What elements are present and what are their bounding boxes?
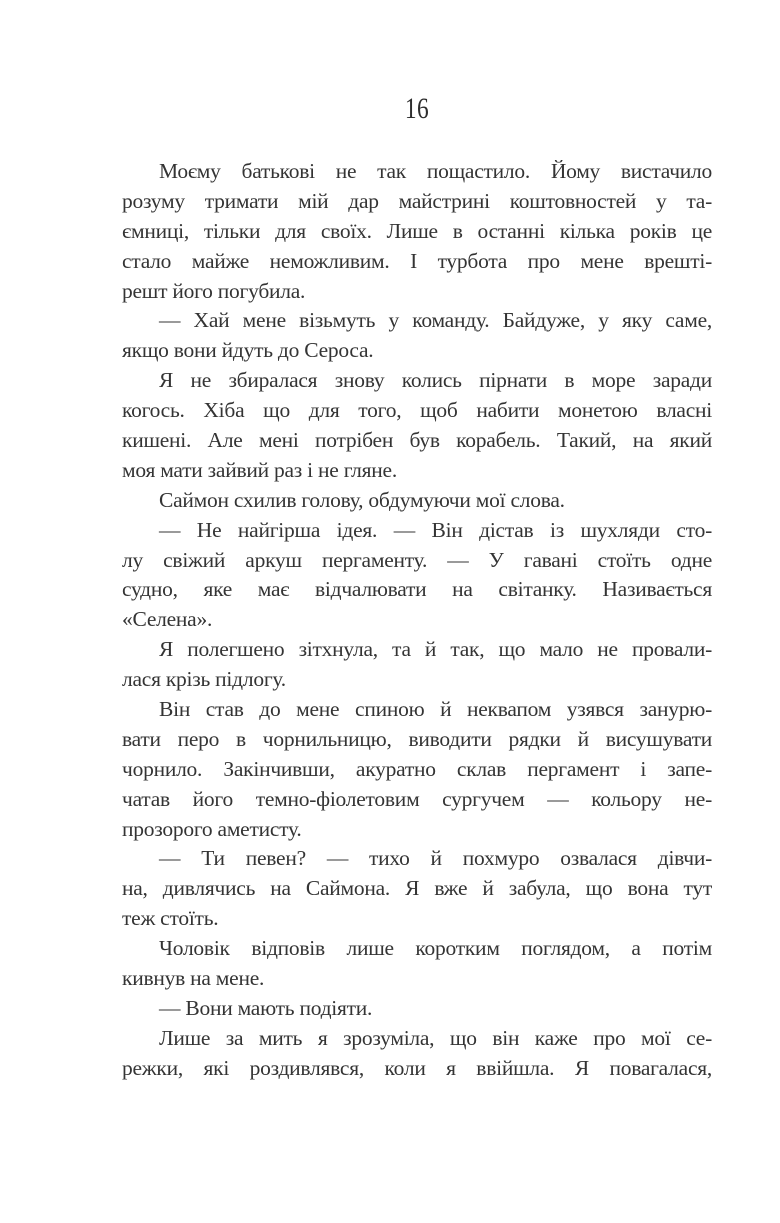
text-line: якщо вони йдуть до Сероса.: [122, 338, 374, 363]
text-line: режки, які роздивлявся, коли я ввійшла. Я повагалася,: [122, 1055, 712, 1080]
text-line: Чоловік відповів лише коротким поглядом, а потім: [159, 936, 712, 961]
text-line: кишені. Але мені потрібен був корабель. Такий, на який: [122, 428, 712, 453]
page-number: 16: [404, 92, 430, 125]
text-line: судно, яке має відчалювати на світанку. Називається: [122, 577, 712, 602]
text-line: когось. Хіба що для того, щоб набити монетою власні: [122, 398, 712, 423]
text-line: кивнув на мене.: [122, 966, 265, 991]
text-line: Моєму батькові не так пощастило. Йому вистачило: [159, 159, 712, 183]
text-line: розуму тримати мій дар майстрині коштовностей у та-: [122, 188, 712, 213]
text-line: стало майже неможливим. І турбота про мене врешті-: [122, 248, 712, 273]
text-line: теж стоїть.: [122, 906, 219, 931]
text-line: решт його погубила.: [122, 278, 306, 303]
text-line: Лише за мить я зрозуміла, що він каже про мої се-: [159, 1025, 712, 1050]
text-line: Я полегшено зітхнула, та й так, що мало не провали-: [159, 637, 712, 662]
text-line: чатав його темно-фіолетовим сургучем — кольору не-: [122, 786, 712, 811]
text-line: на, дивлячись на Саймона. Я вже й забула, що вона тут: [122, 876, 712, 901]
text-line: — Ти певен? — тихо й похмуро озвалася дівчи-: [159, 846, 712, 871]
text-line: лася крізь підлогу.: [122, 667, 286, 692]
text-line: Він став до мене спиною й неквапом узявся занурю-: [159, 697, 712, 722]
text-line: — Вони мають подіяти.: [159, 995, 373, 1020]
text-line: лу свіжий аркуш пергаменту. — У гавані стоїть одне: [122, 547, 712, 572]
text-line: моя мати зайвий раз і не гляне.: [122, 457, 397, 482]
text-line: чорнило. Закінчивши, акуратно склав пергамент і запе-: [122, 756, 712, 781]
text-line: — Не найгірша ідея. — Він дістав із шухляди сто-: [159, 517, 712, 542]
text-line: Саймон схилив голову, обдумуючи мої слова.: [159, 487, 565, 512]
text-line: Я не збиралася знову колись пірнати в море заради: [159, 368, 712, 393]
text-line: вати перо в чорнильницю, виводити рядки й висушувати: [122, 726, 712, 751]
text-line: прозорого аметисту.: [122, 816, 302, 841]
text-line: — Хай мене візьмуть у команду. Байдуже, у яку саме,: [159, 308, 712, 333]
text-line: «Селена».: [122, 607, 213, 632]
text-line: ємниці, тільки для своїх. Лише в останні кілька років це: [122, 218, 712, 243]
text-column: [122, 157, 712, 1084]
